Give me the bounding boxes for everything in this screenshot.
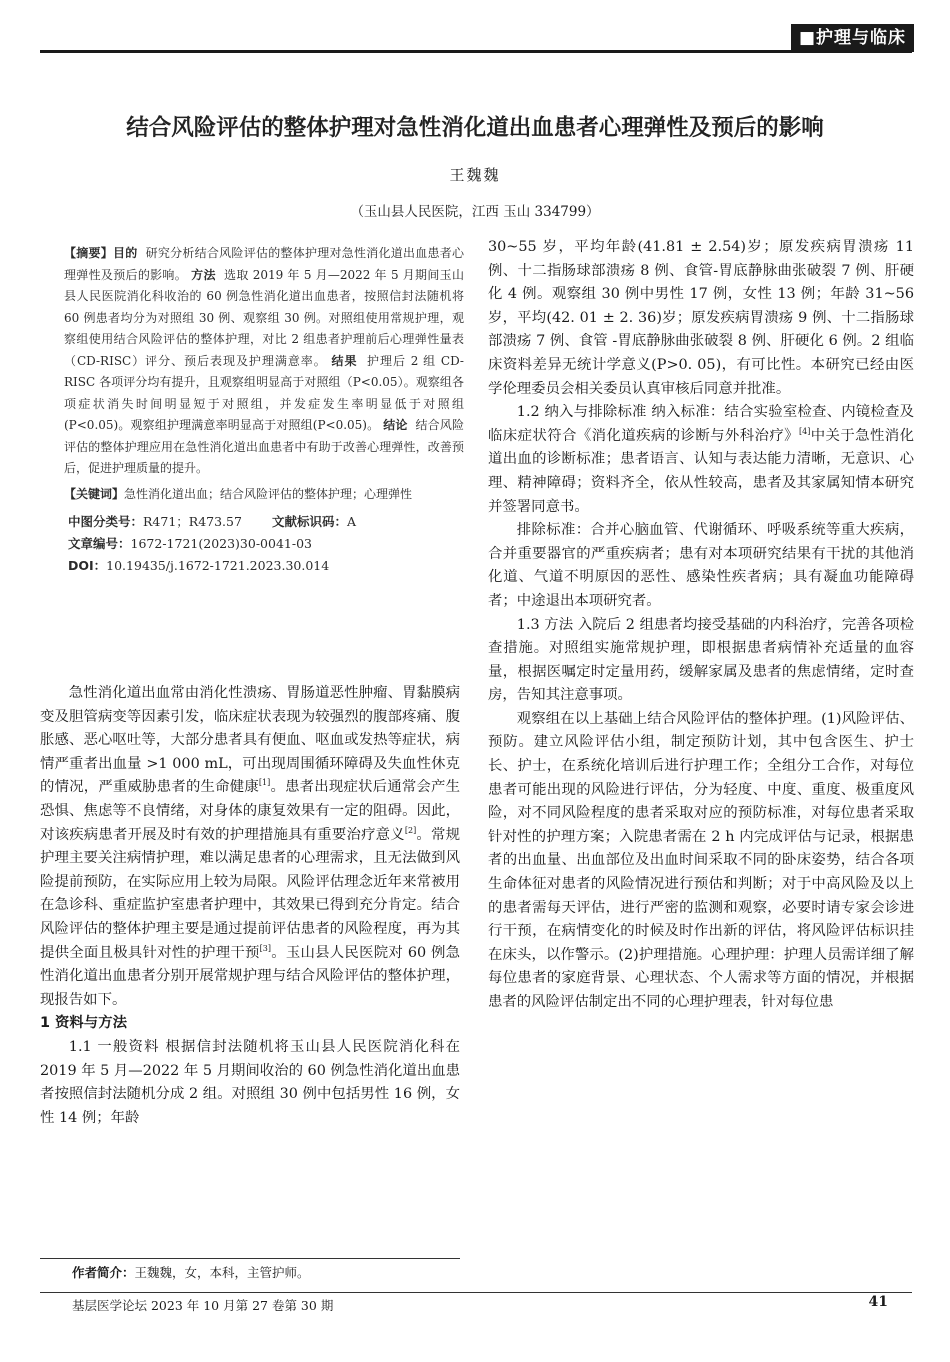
abstract-block (64, 243, 464, 577)
author-affiliation: （玉山县人民医院，江西 玉山 334799） (350, 204, 600, 220)
abstract-label: 【摘要】 (64, 246, 114, 260)
journal-citation: 基层医学论坛 2023 年 10 月第 27 卷第 30 期 (72, 1298, 334, 1313)
abstract-text (64, 243, 464, 480)
article-meta (64, 511, 464, 577)
footnote-rule (40, 1258, 460, 1259)
conclusion-text: 结合风险评估的整体护理应用在急性消化道出血患者中有助于改善心理弹性，改善预后，促进护理质量的提升。 (64, 418, 464, 475)
keywords (64, 484, 464, 506)
intro-paragraph: 急性消化道出血常由消化性溃疡、胃肠道恶性肿瘤、胃黏膜病变及胆管病变等因素引发，临床症状表现为较强烈的腹部疼痛、腹胀感、恶心呕吐等，大部分患者具有便血、呕血或发热等症状，病情严重者出血量 >1 000 mL，可出现周围循环障碍及失血性休克的情况，严重威胁患者的生命健康[1]。患者出现症状后通常会产生恐惧、焦虑等不良情绪，对身体的康复效果有一定的阻碍。因此，对该疾病患者开展及时有效的护理措施具有重要治疗意义[2]。常规护理主要关注病情护理，难以满足患者的心理需求，且无法做到风险提前预防，在实际应用上较为局限。风险评估理念近年来常被用在急诊科、重症监护室患者护理中，其效果已得到充分肯定。结合风险评估的整体护理主要是通过提前评估患者的风险程度，再为其提供全面且极具针对性的护理干预[3]。玉山县人民医院对 60 例急性消化道出血患者分别开展常规护理与结合风险评估的整体护理，现报告如下。 (40, 685, 460, 1008)
clc-label: 中图分类号： (68, 514, 144, 529)
author-footnote (72, 1263, 310, 1281)
body-right-column (488, 236, 914, 1015)
citation-ref: [3] (259, 943, 271, 953)
citation-ref: [2] (404, 825, 417, 835)
paragraph: 排除标准：合并心脑血管、代谢循环、呼吸系统等重大疾病，合并重要器官的严重疾病者；患有对本项研究结果有干扰的其他消化道、气道不明原因的恶性、感染性疾者病；具有凝血功能障碍者；中途退出本项研究者。 (488, 522, 914, 609)
footer-rule (40, 1292, 912, 1293)
citation-ref: [1] (258, 778, 271, 788)
section-heading: 1 资料与方法 (40, 1015, 127, 1032)
body-left-column (40, 682, 460, 1130)
citation-ref: [4] (798, 426, 811, 436)
page-number: 41 (868, 1294, 888, 1310)
doi-label: DOI： (68, 558, 107, 573)
paragraph: 观察组在以上基础上结合风险评估的整体护理。(1)风险评估、预防。建立风险评估小组，制定预防计划，其中包含医生、护士长、护士，在系统化培训后进行护理工作；全组分工合作，对每位患者可能出现的风险进行评估，分为轻度、中度、重度、极重度风险，对不同风险程度的患者采取对应的预防标准，对每位患者采取针对性的护理方案；入院患者需在 2 h 内完成评估与记录，根据患者的出血量、出血部位及出血时间采取不同的卧床姿势，结合各项生命体征对患者的风险情况进行预估和判断；对于中高风险及以上的患者需每天评估，进行严密的监测和观察，必要时请专家会诊进行干预，在病情变化的时候及时作出新的评估，将风险评估标识挂在床头，以作警示。(2)护理措施。心理护理：护理人员需详细了解每位患者的家庭背景、心理状态、个人需求等方面的情况，并根据患者的风险评估制定出不同的心理护理表，针对每位患 (488, 710, 914, 1010)
section-label: ■护理与临床 (791, 24, 914, 52)
section-paragraph: 1.1 一般资料 根据信封法随机将玉山县人民医院消化科在 2019 年 5 月—2022 年 5 月期间收治的 60 例急性消化道出血患者按照信封法随机分成 2 组。对照组 30 例中包括男性 16 例，女性 14 例；年龄 (40, 1038, 460, 1126)
author-name: 王魏魏 (449, 166, 501, 184)
article-title: 结合风险评估的整体护理对急性消化道出血患者心理弹性及预后的影响 (126, 115, 824, 141)
method-text: 选取 2019 年 5 月—2022 年 5 月期间玉山县人民医院消化科收治的 60 例急性消化道出血患者，按照信封法随机将 60 例患者均分为对照组 30 例、观察组 30 例。对照组使用常规护理，观察组使用结合风险评估的整体护理，对比 2 组患者护理前后心理弹性量表（CD-RISC）评分、预后表现及护理满意率。 (64, 267, 464, 368)
result-text: 护理后 2 组 CD-RISC 各项评分均有提升，且观察组明显高于对照组（P<0.05）。观察组各项症状消失时间明显短于对照组，并发症发生率明显低于对照组(P<0.05)。观察组护理满意率明显高于对照组(P<0.05)。 (64, 353, 464, 432)
doccode-label: 文献标识码： (271, 514, 347, 529)
doccode-value: A (346, 514, 356, 529)
keywords-label: 【关键词】 (64, 486, 125, 501)
footnote-text: 王魏魏，女，本科，主管护师。 (134, 1265, 310, 1280)
doi-value: 10.19435/j.1672-1721.2023.30.014 (106, 558, 330, 573)
header-rule (40, 50, 912, 53)
result-label: 结果 (331, 353, 358, 368)
objective-label: 目的 (113, 246, 138, 260)
articleno-value: 1672-1721(2023)30-0041-03 (130, 536, 312, 551)
method-label: 方法 (191, 267, 216, 282)
paragraph: 1.2 纳入与排除标准 纳入标准：结合实验室检查、内镜检查及临床症状符合《消化道疾病的诊断与外科治疗》[4]中关于急性消化道出血的诊断标准；患者语言、认知与表达能力清晰，无意识、心理、精神障碍；资料齐全，依从性较高，患者及其家属知情本研究并签署同意书。 (488, 404, 914, 515)
paragraph: 1.3 方法 入院后 2 组患者均接受基础的内科治疗，完善各项检查措施。对照组实施常规护理，即根据患者病情补充适量的血容量，根据医嘱定时定量用药，缓解家属及患者的焦虑情绪，定时查房，告知其注意事项。 (488, 616, 914, 704)
articleno-label: 文章编号： (68, 536, 131, 551)
clc-value: R471；R473.57 (143, 514, 242, 529)
conclusion-label: 结论 (383, 418, 408, 432)
paragraph: 30~55 岁，平均年龄(41.81 ± 2.54)岁；原发疾病胃溃疡 11 例、十二指肠球部溃疡 8 例、食管-胃底静脉曲张破裂 7 例、肝硬化 4 例。观察组 30 例中男性 17 例，女性 13 例；年龄 31~56 岁，平均(42. 01 ± 2. 36)岁；原发疾病胃溃疡 9 例、十二指肠球部溃疡 7 例、食管 -胃底静脉曲张破裂 8 例、肝硬化 6 例。2 组临床资料差异无统计学意义(P>0. 05)，有可比性。本研究已经由医学伦理委员会相关委员认真审核后同意并批准。 (488, 239, 914, 397)
footnote-label: 作者简介： (72, 1265, 135, 1280)
objective-text: 研究分析结合风险评估的整体护理对急性消化道出血患者心理弹性及预后的影响。 (64, 246, 464, 282)
keywords-text: 急性消化道出血；结合风险评估的整体护理；心理弹性 (124, 486, 413, 501)
